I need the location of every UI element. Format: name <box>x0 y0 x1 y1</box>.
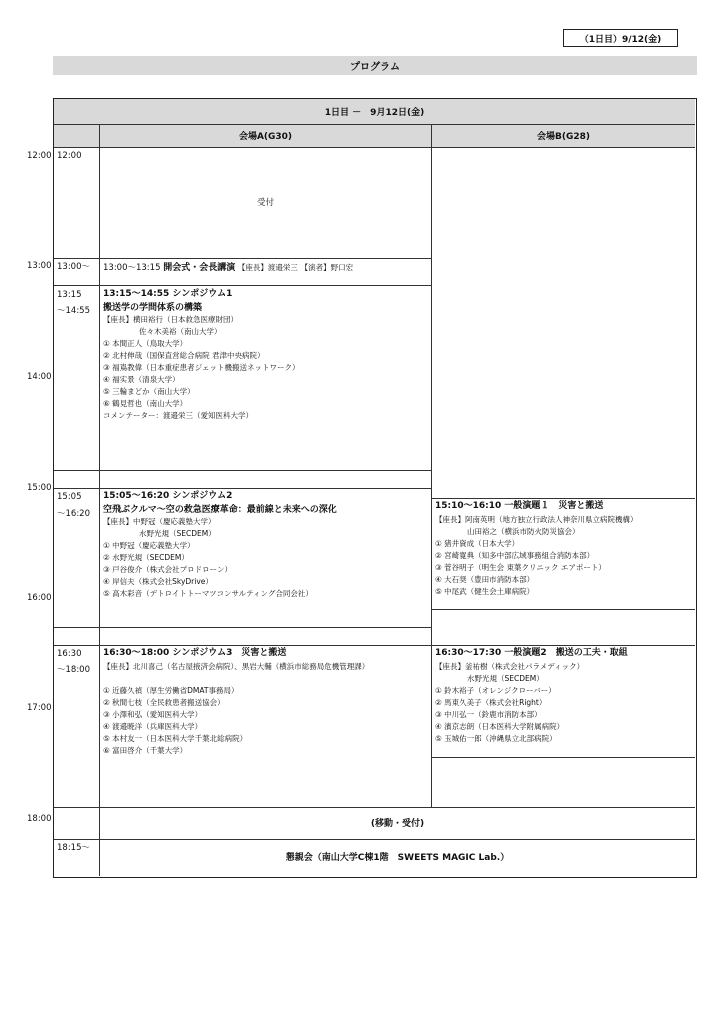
schedule-table <box>53 98 697 878</box>
time-cell: ～18:00 <box>57 665 90 675</box>
gen2-item: ② 馬東久美子（株式会社Right） <box>435 698 547 707</box>
general-session-2 <box>435 647 693 745</box>
sym1-item: ② 北村伸哉（国保直営総合病院 君津中央病院） <box>103 351 265 360</box>
divider <box>54 258 432 259</box>
sym1-chair: 佐々木美裕（南山大学） <box>139 327 222 336</box>
gen1-chair: 【座長】阿南英明（地方独立行政法人神奈川県立病院機構） <box>435 515 638 524</box>
time-cell: 13:00～ <box>57 262 90 272</box>
sym3-item: ⑤ 本村友一（日本医科大学千葉北総病院） <box>103 734 248 743</box>
sym1-head: 13:15～14:55 シンポジウム1 <box>103 289 233 299</box>
time-cell: 18:15～ <box>57 843 90 853</box>
hour-tick-15: 15:00 <box>27 483 52 493</box>
divider <box>54 645 695 646</box>
time-cell: 13:15 <box>57 290 82 300</box>
opening-title: 開会式・会長講演 <box>163 263 236 273</box>
gen2-item: ① 鈴木裕子（オレンジクローバー） <box>435 686 556 695</box>
program-title: プログラム <box>53 56 697 75</box>
time-cell: 12:00 <box>57 151 82 161</box>
gen2-chair: 【座長】釜祐樹（株式会社パラメディック） <box>435 662 585 671</box>
divider <box>54 627 432 628</box>
sym2-chair: 【座長】中野冠（慶応義塾大学） <box>103 517 216 526</box>
opening-speaker: 野口宏 <box>330 263 354 272</box>
divider <box>54 285 432 286</box>
sym2-title: 空飛ぶクルマ～空の救急医療革命：最前線と未来への深化 <box>103 505 337 515</box>
divider <box>432 609 695 610</box>
gen1-item: ⑤ 中尾武（健生会土庫病院） <box>435 587 535 596</box>
gen2-item: ⑤ 玉城佑一郎（沖縄県立北部病院） <box>435 734 557 743</box>
divider <box>54 470 432 471</box>
symposium-3 <box>103 647 428 757</box>
opening-speaker-tag: 【演者】 <box>300 263 331 272</box>
opening-time: 13:00～13:15 <box>103 263 161 273</box>
sym1-item: ④ 福实景（清泉大学） <box>103 375 180 384</box>
gen1-chair: 山田裕之（横浜市防火防災協会） <box>467 527 580 536</box>
sym3-chair: 【座長】北川喜己（名古屋掖済会病院）、黒岩大輔（横浜市総務局危機管理課） <box>103 662 370 671</box>
hour-tick-16: 16:00 <box>27 593 52 603</box>
sym2-item: ① 中野冠（慶応義塾大学） <box>103 541 195 550</box>
gen1-item: ③ 菅谷明子（明生会 東葉クリニック エアポート） <box>435 563 606 572</box>
symposium-2 <box>103 490 428 600</box>
sym1-item: ⑤ 三輪まどか（南山大学） <box>103 387 195 396</box>
sym1-title: 搬送学の学問体系の構築 <box>103 303 203 313</box>
general-session-1 <box>435 500 693 598</box>
gen1-item: ① 猪井資成（日本大学） <box>435 539 520 548</box>
time-cell: 15:05 <box>57 492 82 502</box>
day-badge: （1日目）9/12(金) <box>563 29 678 47</box>
sym2-head: 15:05～16:20 シンポジウム2 <box>103 491 233 501</box>
opening-chair: 渡邉栄三 <box>267 263 298 272</box>
room-b-header: 会場B(G28) <box>537 132 590 142</box>
opening-session <box>103 262 353 274</box>
sym1-item: ① 本間正人（鳥取大学） <box>103 339 188 348</box>
time-header-bg <box>54 124 99 147</box>
sym2-item: ② 水野光規（SECDEM） <box>103 553 189 562</box>
gen2-item: ③ 中川弘一（鈴鹿市消防本部） <box>435 710 542 719</box>
sym1-chair: 【座長】横田裕行（日本救急医療財団） <box>103 315 238 324</box>
divider <box>432 498 695 499</box>
sym3-item: ④ 渡邉暁洋（兵庫医科大学） <box>103 722 203 731</box>
divider <box>432 757 695 758</box>
sym3-item: ① 近藤久禎（厚生労働省DMAT事務局） <box>103 686 239 695</box>
sym2-item: ④ 岸信夫（株式会社SkyDrive） <box>103 577 213 586</box>
sym3-head: 16:30～18:00 シンポジウム3 災害と搬送 <box>103 648 287 658</box>
hour-tick-14: 14:00 <box>27 372 52 382</box>
hour-tick-17: 17:00 <box>27 703 52 713</box>
time-cell: ～14:55 <box>57 306 90 316</box>
gen1-head: 15:10～16:10 一般演題１ 災害と搬送 <box>435 501 604 511</box>
divider <box>54 488 432 489</box>
sym2-chair: 水野光規（SECDEM） <box>139 529 216 538</box>
sym2-item: ⑤ 高木彩音（デトロイトトーマツコンサルティング合同会社） <box>103 589 313 598</box>
gen1-item: ④ 大石奨（豊田市消防本部） <box>435 575 535 584</box>
sym3-item: ② 秋間七枝（全民救患者搬送協会） <box>103 698 225 707</box>
gen2-item: ④ 濱京志朗（日本医科大学附属病院） <box>435 722 565 731</box>
time-cell: ～16:20 <box>57 509 90 519</box>
gen2-chair: 水野光規（SECDEM） <box>467 674 544 683</box>
sym3-item: ③ 小澤和弘（愛知医科大学） <box>103 710 203 719</box>
opening-chair-tag: 【座長】 <box>237 263 268 272</box>
sym1-commentator: コメンテーター：渡邉栄三（愛知医科大学） <box>103 411 253 420</box>
gen2-head: 16:30～17:30 一般演題2 搬送の工夫・取組 <box>435 648 628 658</box>
gen1-item: ② 宮崎寛典（知多中部広域事務組合消防本部） <box>435 551 595 560</box>
sym2-item: ③ 戸谷俊介（株式会社プロドローン） <box>103 565 232 574</box>
banquet: 懇親会（南山大学C棟1階 SWEETS MAGIC Lab.） <box>285 853 510 863</box>
sym1-item: ③ 福嶌教偉（日本重症患者ジェット機搬送ネットワーク） <box>103 363 300 372</box>
hour-tick-18: 18:00 <box>27 814 52 824</box>
time-cell: 16:30 <box>57 649 82 659</box>
hour-tick-13: 13:00 <box>27 261 52 271</box>
symposium-1 <box>103 288 428 422</box>
sym3-item: ⑥ 富田啓介（千葉大学） <box>103 746 188 755</box>
sym1-item: ⑥ 鶴見哲也（南山大学） <box>103 399 188 408</box>
hour-tick-12: 12:00 <box>27 151 52 161</box>
day-header: 1日目 － 9月12日(金) <box>324 108 425 118</box>
reception-cell: 受付 <box>256 198 274 208</box>
room-a-header: 会場A(G30) <box>238 132 293 142</box>
divider <box>54 124 695 125</box>
moving-reception: (移動・受付) <box>370 818 425 829</box>
divider <box>431 124 432 807</box>
